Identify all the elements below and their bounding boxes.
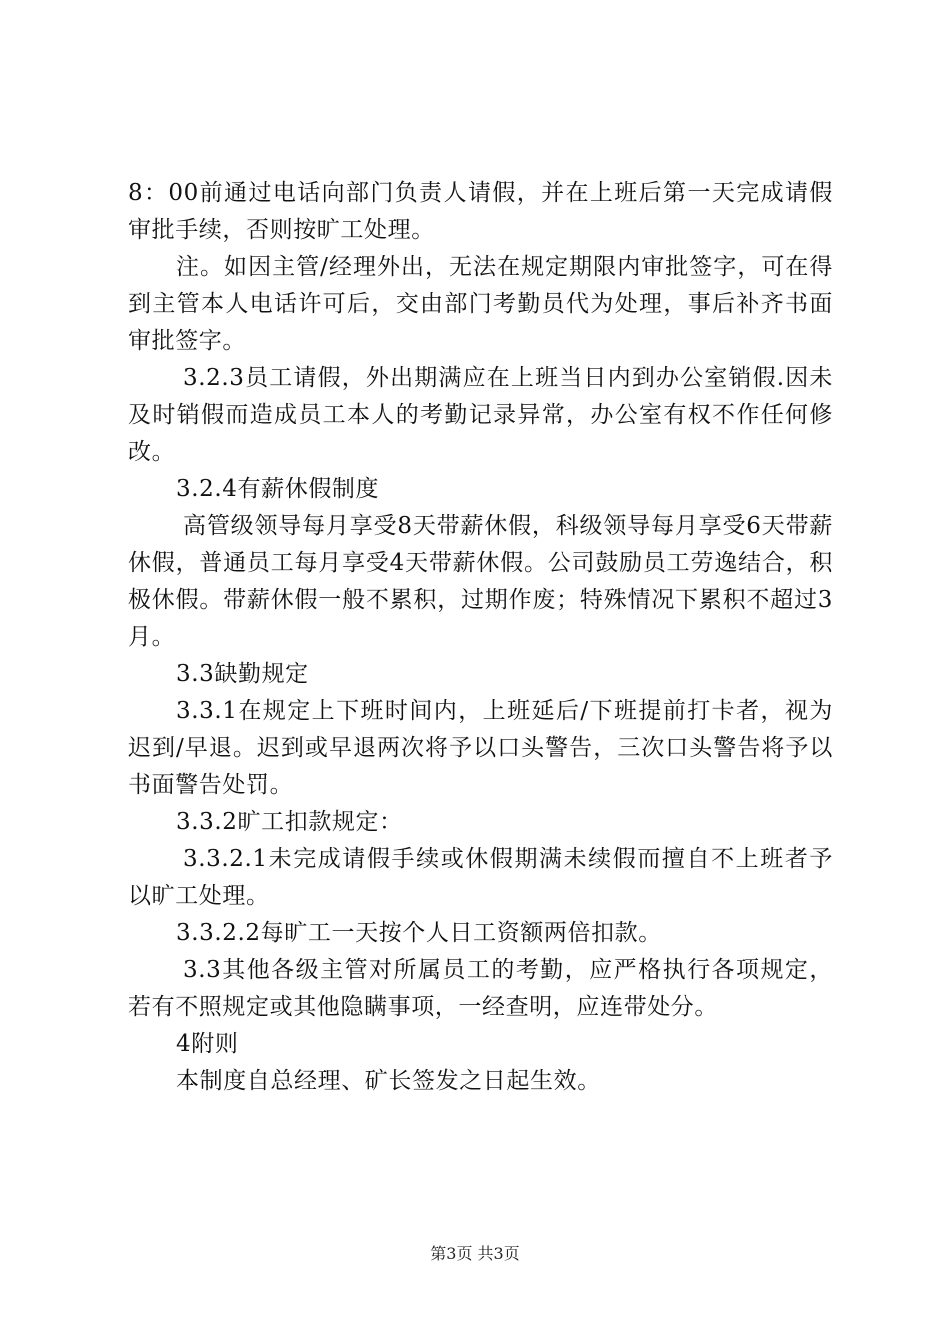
page-number-footer: 第3页 共3页 xyxy=(430,1244,520,1263)
paragraph-3-3-2-1: 3.3.2.1未完成请假手续或休假期满未续假而擅自不上班者予以旷工处理。 xyxy=(128,846,833,909)
paragraph-leave-phone: 8：00前通过电话向部门负责人请假，并在上班后第一天完成请假审批手续，否则按旷工处理。 xyxy=(128,180,833,243)
document-body xyxy=(128,175,833,1100)
heading-3-3-2: 3.3.2旷工扣款规定： xyxy=(176,809,403,835)
heading-3-3: 3.3缺勤规定 xyxy=(176,661,309,687)
paragraph-note: 注。如因主管/经理外出，无法在规定期限内审批签字，可在得到主管本人电话许可后，交由部门考勤员代为处理，事后补齐书面审批签字。 xyxy=(128,254,833,354)
heading-4: 4附则 xyxy=(176,1031,239,1057)
paragraph-3-3-2-2: 3.3.2.2每旷工一天按个人日工资额两倍扣款。 xyxy=(176,920,662,946)
paragraph-paid-leave: 高管级领导每月享受8天带薪休假，科级领导每月享受6天带薪休假，普通员工每月享受4天带薪休假。公司鼓励员工劳逸结合，积极休假。带薪休假一般不累积，过期作废；特殊情况下累积不超过3月。 xyxy=(128,513,833,650)
paragraph-3-3-supervisors: 3.3其他各级主管对所属员工的考勤，应严格执行各项规定，若有不照规定或其他隐瞒事项，一经查明，应连带处分。 xyxy=(128,957,833,1020)
paragraph-3-3-1: 3.3.1在规定上下班时间内，上班延后/下班提前打卡者，视为迟到/早退。迟到或早退两次将予以口头警告，三次口头警告将予以书面警告处罚。 xyxy=(128,698,833,798)
paragraph-effective: 本制度自总经理、矿长签发之日起生效。 xyxy=(176,1068,601,1094)
heading-3-2-4: 3.2.4有薪休假制度 xyxy=(176,476,380,502)
paragraph-3-2-3: 3.2.3员工请假，外出期满应在上班当日内到办公室销假.因未及时销假而造成员工本人的考勤记录异常，办公室有权不作任何修改。 xyxy=(128,365,833,465)
